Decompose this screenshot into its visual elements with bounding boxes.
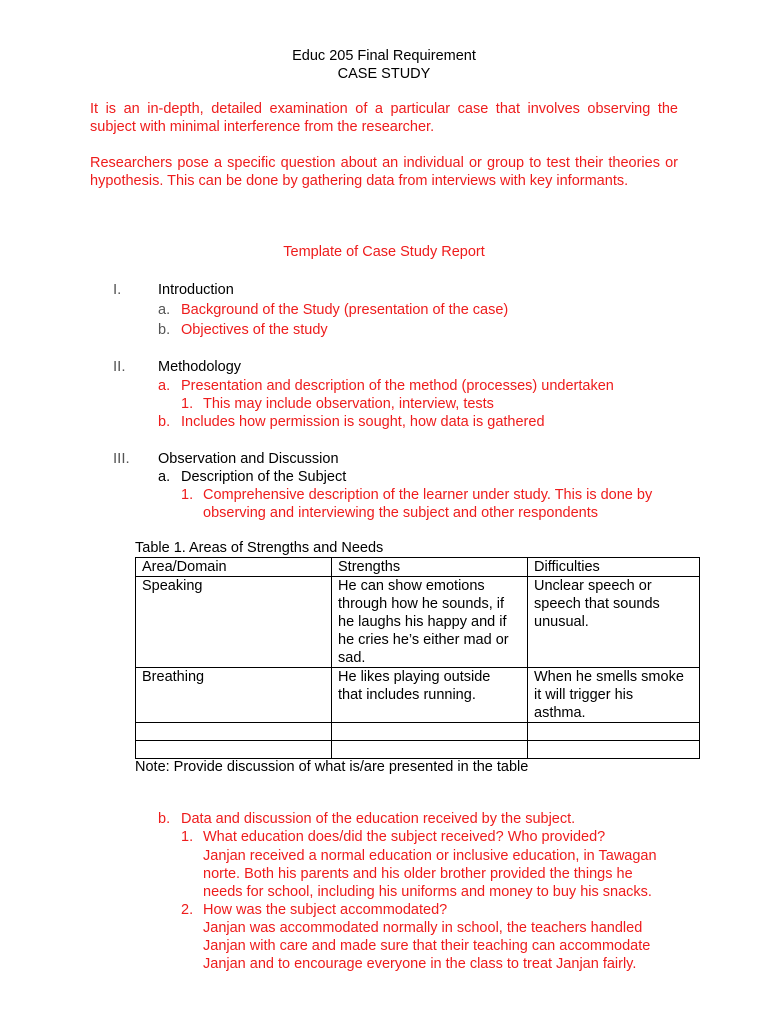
table-cell-strengths <box>332 668 528 723</box>
table-header-cell: Area/Domain <box>136 558 332 577</box>
table-note: Note: Provide discussion of what is/are presented in the table <box>135 759 529 775</box>
section-3-a1-marker: 1. <box>181 487 194 503</box>
table-cell-difficulties <box>528 668 700 723</box>
question-2-marker: 2. <box>181 902 194 918</box>
table-cell-empty <box>528 723 700 741</box>
section-3-number: III. <box>113 450 130 467</box>
section-b-marker: b. <box>158 811 171 827</box>
intro-paragraph-1: It is an in-depth, detailed examination of a particular case that involves observing the subject with minimal interference from the researcher. <box>90 101 678 135</box>
answer-1-line: norte. Both his parents and his older brother provided the things he <box>203 866 633 882</box>
table-cell-strengths <box>332 577 528 668</box>
cell-line: it will trigger his <box>534 687 634 703</box>
cell-line: asthma. <box>534 705 586 721</box>
section-b-text: Data and discussion of the education received by the subject. <box>181 811 576 827</box>
cell-line: unusual. <box>534 614 589 630</box>
table-cell-empty <box>136 741 332 759</box>
table-caption: Table 1. Areas of Strengths and Needs <box>135 540 384 556</box>
cell-line: When he smells smoke <box>534 669 684 685</box>
areas-table <box>135 557 700 759</box>
section-2-title: Methodology <box>158 359 242 375</box>
section-2-a1-text: This may include observation, interview, tests <box>203 396 494 412</box>
table-cell-area <box>136 668 332 723</box>
section-3-a-text: Description of the Subject <box>181 469 347 485</box>
section-1-b-marker: b. <box>158 322 171 338</box>
section-3-a1-line-2: observing and interviewing the subject and other respondents <box>203 505 598 521</box>
cell-line: speech that sounds <box>534 596 660 612</box>
table-header-cell: Difficulties <box>528 558 700 577</box>
section-1-b-text: Objectives of the study <box>181 322 328 338</box>
table-row-empty <box>136 741 700 759</box>
section-2-b-text: Includes how permission is sought, how data is gathered <box>181 414 545 430</box>
document-title: Educ 205 Final Requirement <box>292 48 476 64</box>
intro-paragraph-2: Researchers pose a specific question about an individual or group to test their theories or hypothesis. This can be done by gathering data from interviews with key informants. <box>90 155 678 189</box>
document-subtitle: CASE STUDY <box>337 66 431 82</box>
section-1-a-marker: a. <box>158 302 171 318</box>
table-cell-difficulties <box>528 577 700 668</box>
table-header-row <box>136 558 700 577</box>
question-1-text: What education does/did the subject received? Who provided? <box>203 829 606 845</box>
table-cell-empty <box>332 723 528 741</box>
question-1-marker: 1. <box>181 829 194 845</box>
answer-1-line: Janjan received a normal education or inclusive education, in Tawagan <box>203 848 657 864</box>
template-title: Template of Case Study Report <box>283 244 485 260</box>
section-2-a-text: Presentation and description of the method (processes) undertaken <box>181 378 614 394</box>
table-cell-empty <box>528 741 700 759</box>
cell-line: he laughs his happy and if <box>338 614 507 630</box>
table-cell-empty <box>136 723 332 741</box>
answer-2-line: Janjan and to encourage everyone in the class to treat Janjan fairly. <box>203 956 637 972</box>
cell-line: He can show emotions <box>338 578 485 594</box>
table-cell-area <box>136 577 332 668</box>
cell-line: through how he sounds, if <box>338 596 505 612</box>
table-cell-empty <box>332 741 528 759</box>
section-2-b-marker: b. <box>158 414 171 430</box>
answer-2-line: Janjan was accommodated normally in school, the teachers handled <box>203 920 643 936</box>
cell-line: Unclear speech or <box>534 578 652 594</box>
answer-2-line: Janjan with care and made sure that their teaching can accommodate <box>203 938 651 954</box>
section-2-a1-marker: 1. <box>181 396 194 412</box>
section-3-a1-line-1: Comprehensive description of the learner under study. This is done by <box>203 487 653 503</box>
section-1-a-text: Background of the Study (presentation of the case) <box>181 302 509 318</box>
cell-line: Breathing <box>142 669 205 685</box>
section-2-a-marker: a. <box>158 378 171 394</box>
question-2-text: How was the subject accommodated? <box>203 902 448 918</box>
section-1-number: I. <box>113 281 122 298</box>
cell-line: that includes running. <box>338 687 476 703</box>
section-1-title: Introduction <box>158 282 234 298</box>
table-header-cell: Strengths <box>332 558 528 577</box>
table-row-empty <box>136 723 700 741</box>
cell-line: He likes playing outside <box>338 669 491 685</box>
section-3-title: Observation and Discussion <box>158 451 339 467</box>
section-3-a-marker: a. <box>158 469 171 485</box>
cell-line: Speaking <box>142 578 203 594</box>
cell-line: he cries he’s either mad or <box>338 632 509 648</box>
cell-line: sad. <box>338 650 366 666</box>
table-row <box>136 668 700 723</box>
table-row <box>136 577 700 668</box>
section-2-number: II. <box>113 358 126 375</box>
answer-1-line: needs for school, including his uniforms and money to buy his snacks. <box>203 884 652 900</box>
